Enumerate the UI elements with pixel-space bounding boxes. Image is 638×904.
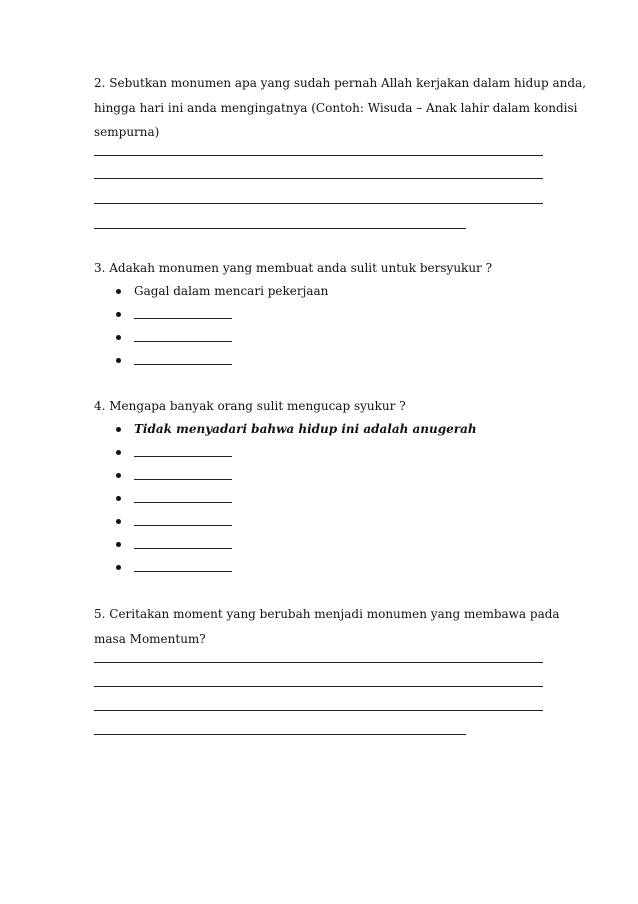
answer-line[interactable] [94, 662, 543, 663]
answer-line[interactable] [94, 710, 543, 711]
question-4-answer-list [116, 418, 477, 579]
bullet-icon [116, 496, 121, 501]
question-5-line-2: masa Momentum? [94, 632, 206, 646]
answer-line[interactable] [94, 228, 466, 229]
answer-blank[interactable] [134, 341, 232, 342]
list-item [116, 349, 328, 372]
question-5-line-1: 5. Ceritakan moment yang berubah menjadi monumen yang membawa pada [94, 607, 560, 621]
bullet-icon [116, 427, 121, 432]
answer-blank[interactable] [134, 479, 232, 480]
answer-line[interactable] [94, 178, 543, 179]
bullet-icon [116, 542, 121, 547]
answer-blank[interactable] [134, 571, 232, 572]
bullet-icon [116, 450, 121, 455]
answer-blank[interactable] [134, 502, 232, 503]
question-2-line-2: hingga hari ini anda mengingatnya (Contoh: Wisuda – Anak lahir dalam kondisi [94, 101, 578, 115]
list-item [116, 487, 477, 510]
answer-line[interactable] [94, 686, 543, 687]
answer-line[interactable] [94, 203, 543, 204]
question-3-text: 3. Adakah monumen yang membuat anda sulit untuk bersyukur ? [94, 261, 493, 275]
answer-blank[interactable] [134, 364, 232, 365]
bullet-icon [116, 473, 121, 478]
bullet-icon [116, 519, 121, 524]
list-item [116, 556, 477, 579]
bullet-icon [116, 335, 121, 340]
question-3-answer-list [116, 280, 328, 372]
bullet-icon [116, 289, 121, 294]
list-item [116, 303, 328, 326]
list-item [116, 280, 328, 303]
answer-line[interactable] [94, 734, 466, 735]
list-item [116, 418, 477, 441]
list-item [116, 464, 477, 487]
question-2-line-1: 2. Sebutkan monumen apa yang sudah pernah Allah kerjakan dalam hidup anda, [94, 76, 587, 90]
list-item [116, 326, 328, 349]
answer-blank[interactable] [134, 456, 232, 457]
answer-line[interactable] [94, 155, 543, 156]
bullet-icon [116, 312, 121, 317]
bullet-icon [116, 565, 121, 570]
question-4-example: Tidak menyadari bahwa hidup ini adalah anugerah [134, 422, 477, 436]
question-3-example: Gagal dalam mencari pekerjaan [134, 284, 329, 298]
question-4-text: 4. Mengapa banyak orang sulit mengucap syukur ? [94, 399, 406, 413]
list-item [116, 510, 477, 533]
answer-blank[interactable] [134, 548, 232, 549]
answer-blank[interactable] [134, 525, 232, 526]
bullet-icon [116, 358, 121, 363]
question-2-line-3: sempurna) [94, 125, 160, 139]
answer-blank[interactable] [134, 318, 232, 319]
list-item [116, 441, 477, 464]
list-item [116, 533, 477, 556]
